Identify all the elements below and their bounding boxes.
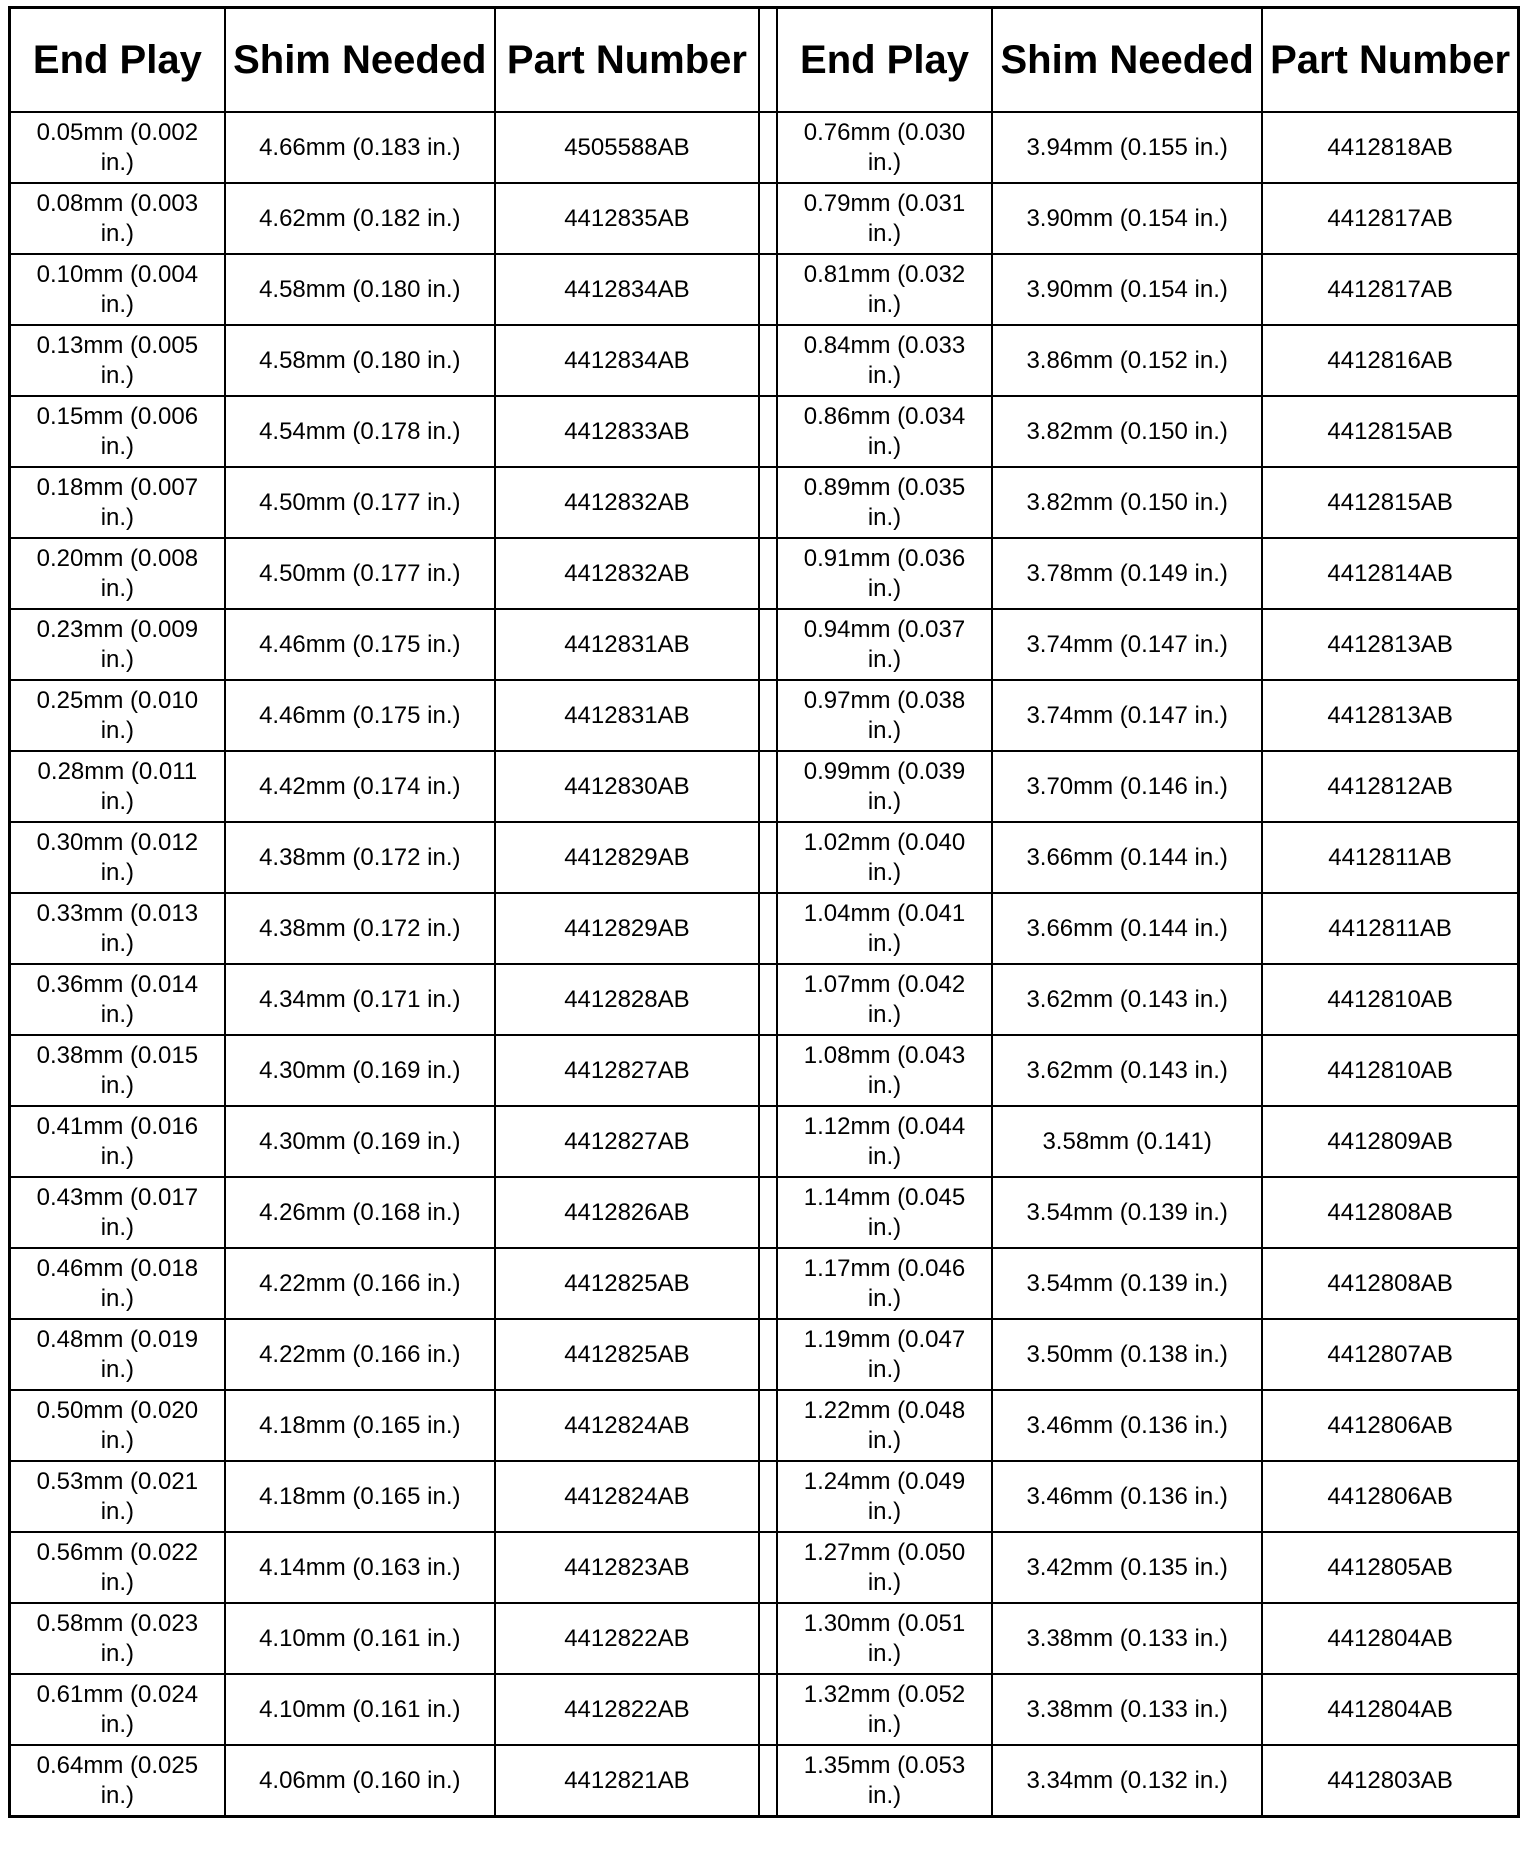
cell-part-number-right: 4412809AB — [1262, 1106, 1518, 1177]
cell-part-number-left: 4412829AB — [495, 822, 759, 893]
table-row — [10, 1035, 1519, 1106]
cell-shim-needed-left: 4.22mm (0.166 in.) — [225, 1248, 495, 1319]
cell-end-play-left: 0.20mm (0.008 in.) — [10, 538, 225, 609]
cell-shim-needed-left: 4.14mm (0.163 in.) — [225, 1532, 495, 1603]
column-gap — [759, 467, 777, 538]
table-row — [10, 893, 1519, 964]
cell-shim-needed-left: 4.38mm (0.172 in.) — [225, 822, 495, 893]
cell-end-play-left: 0.05mm (0.002 in.) — [10, 112, 225, 183]
table-row — [10, 325, 1519, 396]
cell-end-play-left: 0.58mm (0.023 in.) — [10, 1603, 225, 1674]
cell-shim-needed-right: 3.94mm (0.155 in.) — [992, 112, 1262, 183]
cell-end-play-left: 0.13mm (0.005 in.) — [10, 325, 225, 396]
cell-end-play-left: 0.64mm (0.025 in.) — [10, 1745, 225, 1817]
cell-part-number-right: 4412810AB — [1262, 1035, 1518, 1106]
cell-shim-needed-left: 4.46mm (0.175 in.) — [225, 609, 495, 680]
cell-end-play-left: 0.53mm (0.021 in.) — [10, 1461, 225, 1532]
table-row — [10, 396, 1519, 467]
cell-end-play-right: 1.24mm (0.049 in.) — [777, 1461, 992, 1532]
cell-end-play-right: 1.22mm (0.048 in.) — [777, 1390, 992, 1461]
cell-shim-needed-right: 3.62mm (0.143 in.) — [992, 964, 1262, 1035]
cell-end-play-left: 0.15mm (0.006 in.) — [10, 396, 225, 467]
cell-part-number-left: 4412824AB — [495, 1390, 759, 1461]
cell-shim-needed-left: 4.46mm (0.175 in.) — [225, 680, 495, 751]
cell-end-play-left: 0.48mm (0.019 in.) — [10, 1319, 225, 1390]
cell-part-number-right: 4412803AB — [1262, 1745, 1518, 1817]
cell-shim-needed-right: 3.62mm (0.143 in.) — [992, 1035, 1262, 1106]
cell-part-number-left: 4412834AB — [495, 254, 759, 325]
cell-end-play-left: 0.08mm (0.003 in.) — [10, 183, 225, 254]
cell-shim-needed-right: 3.46mm (0.136 in.) — [992, 1461, 1262, 1532]
table-row — [10, 1532, 1519, 1603]
cell-end-play-right: 1.30mm (0.051 in.) — [777, 1603, 992, 1674]
column-gap — [759, 183, 777, 254]
cell-part-number-left: 4412831AB — [495, 609, 759, 680]
column-gap — [759, 1177, 777, 1248]
table-row — [10, 1674, 1519, 1745]
cell-shim-needed-left: 4.50mm (0.177 in.) — [225, 467, 495, 538]
cell-end-play-right: 1.12mm (0.044 in.) — [777, 1106, 992, 1177]
cell-end-play-right: 1.19mm (0.047 in.) — [777, 1319, 992, 1390]
table-row — [10, 538, 1519, 609]
cell-shim-needed-left: 4.38mm (0.172 in.) — [225, 893, 495, 964]
column-gap — [759, 1603, 777, 1674]
cell-part-number-left: 4412829AB — [495, 893, 759, 964]
table-row — [10, 467, 1519, 538]
cell-shim-needed-right: 3.78mm (0.149 in.) — [992, 538, 1262, 609]
cell-end-play-right: 1.02mm (0.040 in.) — [777, 822, 992, 893]
table-row — [10, 1248, 1519, 1319]
cell-shim-needed-right: 3.70mm (0.146 in.) — [992, 751, 1262, 822]
table-row — [10, 1390, 1519, 1461]
cell-end-play-right: 0.94mm (0.037 in.) — [777, 609, 992, 680]
cell-end-play-right: 1.32mm (0.052 in.) — [777, 1674, 992, 1745]
column-gap — [759, 1319, 777, 1390]
table-row — [10, 1461, 1519, 1532]
cell-part-number-right: 4412805AB — [1262, 1532, 1518, 1603]
cell-end-play-left: 0.50mm (0.020 in.) — [10, 1390, 225, 1461]
cell-part-number-right: 4412806AB — [1262, 1390, 1518, 1461]
cell-part-number-right: 4412804AB — [1262, 1674, 1518, 1745]
cell-end-play-right: 0.81mm (0.032 in.) — [777, 254, 992, 325]
cell-end-play-right: 0.99mm (0.039 in.) — [777, 751, 992, 822]
header-row — [10, 8, 1519, 113]
cell-part-number-right: 4412815AB — [1262, 467, 1518, 538]
cell-shim-needed-right: 3.66mm (0.144 in.) — [992, 822, 1262, 893]
cell-part-number-right: 4412818AB — [1262, 112, 1518, 183]
cell-part-number-left: 4412828AB — [495, 964, 759, 1035]
column-gap — [759, 1745, 777, 1817]
column-gap — [759, 1035, 777, 1106]
column-gap — [759, 751, 777, 822]
table-row — [10, 1177, 1519, 1248]
cell-shim-needed-left: 4.10mm (0.161 in.) — [225, 1603, 495, 1674]
table-body — [10, 112, 1519, 1817]
cell-part-number-left: 4412835AB — [495, 183, 759, 254]
cell-shim-needed-right: 3.74mm (0.147 in.) — [992, 609, 1262, 680]
cell-part-number-left: 4412834AB — [495, 325, 759, 396]
column-gap — [759, 893, 777, 964]
cell-part-number-left: 4412822AB — [495, 1674, 759, 1745]
cell-part-number-left: 4412821AB — [495, 1745, 759, 1817]
cell-end-play-right: 0.89mm (0.035 in.) — [777, 467, 992, 538]
cell-end-play-left: 0.23mm (0.009 in.) — [10, 609, 225, 680]
table-row — [10, 183, 1519, 254]
column-gap — [759, 1248, 777, 1319]
cell-shim-needed-right: 3.90mm (0.154 in.) — [992, 254, 1262, 325]
table-header — [10, 8, 1519, 113]
cell-shim-needed-left: 4.30mm (0.169 in.) — [225, 1106, 495, 1177]
cell-end-play-right: 0.76mm (0.030 in.) — [777, 112, 992, 183]
cell-part-number-left: 4412833AB — [495, 396, 759, 467]
table-row — [10, 822, 1519, 893]
cell-part-number-left: 4412827AB — [495, 1106, 759, 1177]
column-gap — [759, 1461, 777, 1532]
cell-part-number-left: 4412826AB — [495, 1177, 759, 1248]
cell-shim-needed-left: 4.18mm (0.165 in.) — [225, 1390, 495, 1461]
column-gap — [759, 1390, 777, 1461]
cell-shim-needed-left: 4.50mm (0.177 in.) — [225, 538, 495, 609]
cell-end-play-left: 0.36mm (0.014 in.) — [10, 964, 225, 1035]
cell-shim-needed-left: 4.54mm (0.178 in.) — [225, 396, 495, 467]
shim-table-sheet — [8, 6, 1520, 1818]
cell-end-play-left: 0.25mm (0.010 in.) — [10, 680, 225, 751]
column-gap — [759, 1532, 777, 1603]
column-gap — [759, 254, 777, 325]
cell-end-play-left: 0.61mm (0.024 in.) — [10, 1674, 225, 1745]
cell-shim-needed-left: 4.22mm (0.166 in.) — [225, 1319, 495, 1390]
table-row — [10, 680, 1519, 751]
cell-end-play-right: 1.27mm (0.050 in.) — [777, 1532, 992, 1603]
cell-shim-needed-left: 4.06mm (0.160 in.) — [225, 1745, 495, 1817]
cell-end-play-right: 1.14mm (0.045 in.) — [777, 1177, 992, 1248]
cell-shim-needed-left: 4.30mm (0.169 in.) — [225, 1035, 495, 1106]
cell-shim-needed-right: 3.46mm (0.136 in.) — [992, 1390, 1262, 1461]
cell-part-number-left: 4505588AB — [495, 112, 759, 183]
cell-part-number-right: 4412816AB — [1262, 325, 1518, 396]
cell-part-number-right: 4412806AB — [1262, 1461, 1518, 1532]
cell-shim-needed-right: 3.42mm (0.135 in.) — [992, 1532, 1262, 1603]
cell-part-number-right: 4412808AB — [1262, 1177, 1518, 1248]
cell-part-number-right: 4412808AB — [1262, 1248, 1518, 1319]
cell-end-play-right: 0.91mm (0.036 in.) — [777, 538, 992, 609]
cell-end-play-left: 0.33mm (0.013 in.) — [10, 893, 225, 964]
column-gap — [759, 1106, 777, 1177]
cell-end-play-left: 0.30mm (0.012 in.) — [10, 822, 225, 893]
cell-end-play-left: 0.46mm (0.018 in.) — [10, 1248, 225, 1319]
cell-part-number-right: 4412804AB — [1262, 1603, 1518, 1674]
column-gap — [759, 8, 777, 113]
cell-end-play-left: 0.18mm (0.007 in.) — [10, 467, 225, 538]
cell-part-number-right: 4412817AB — [1262, 183, 1518, 254]
table-row — [10, 112, 1519, 183]
cell-part-number-right: 4412813AB — [1262, 680, 1518, 751]
cell-shim-needed-right: 3.82mm (0.150 in.) — [992, 467, 1262, 538]
cell-end-play-right: 0.97mm (0.038 in.) — [777, 680, 992, 751]
cell-end-play-left: 0.56mm (0.022 in.) — [10, 1532, 225, 1603]
cell-shim-needed-right: 3.38mm (0.133 in.) — [992, 1603, 1262, 1674]
cell-end-play-right: 1.08mm (0.043 in.) — [777, 1035, 992, 1106]
cell-shim-needed-right: 3.90mm (0.154 in.) — [992, 183, 1262, 254]
column-gap — [759, 1674, 777, 1745]
cell-part-number-right: 4412813AB — [1262, 609, 1518, 680]
cell-part-number-left: 4412825AB — [495, 1248, 759, 1319]
cell-shim-needed-right: 3.74mm (0.147 in.) — [992, 680, 1262, 751]
header-part-number-right: Part Number — [1262, 8, 1518, 113]
cell-shim-needed-right: 3.86mm (0.152 in.) — [992, 325, 1262, 396]
cell-end-play-right: 1.04mm (0.041 in.) — [777, 893, 992, 964]
cell-shim-needed-left: 4.26mm (0.168 in.) — [225, 1177, 495, 1248]
table-row — [10, 609, 1519, 680]
cell-part-number-left: 4412831AB — [495, 680, 759, 751]
cell-part-number-right: 4412811AB — [1262, 893, 1518, 964]
cell-part-number-right: 4412814AB — [1262, 538, 1518, 609]
cell-part-number-left: 4412823AB — [495, 1532, 759, 1603]
table-row — [10, 254, 1519, 325]
cell-shim-needed-left: 4.18mm (0.165 in.) — [225, 1461, 495, 1532]
header-shim-needed-left: Shim Needed — [225, 8, 495, 113]
shim-selection-table — [8, 6, 1520, 1818]
table-row — [10, 1319, 1519, 1390]
cell-part-number-left: 4412832AB — [495, 467, 759, 538]
cell-part-number-left: 4412825AB — [495, 1319, 759, 1390]
cell-end-play-left: 0.41mm (0.016 in.) — [10, 1106, 225, 1177]
cell-end-play-right: 0.84mm (0.033 in.) — [777, 325, 992, 396]
column-gap — [759, 112, 777, 183]
cell-shim-needed-left: 4.10mm (0.161 in.) — [225, 1674, 495, 1745]
cell-part-number-left: 4412822AB — [495, 1603, 759, 1674]
cell-part-number-left: 4412832AB — [495, 538, 759, 609]
table-row — [10, 964, 1519, 1035]
cell-shim-needed-right: 3.34mm (0.132 in.) — [992, 1745, 1262, 1817]
cell-part-number-right: 4412807AB — [1262, 1319, 1518, 1390]
cell-shim-needed-right: 3.82mm (0.150 in.) — [992, 396, 1262, 467]
cell-part-number-left: 4412824AB — [495, 1461, 759, 1532]
table-row — [10, 1745, 1519, 1817]
cell-part-number-right: 4412815AB — [1262, 396, 1518, 467]
header-end-play-right: End Play — [777, 8, 992, 113]
column-gap — [759, 325, 777, 396]
column-gap — [759, 822, 777, 893]
cell-shim-needed-right: 3.66mm (0.144 in.) — [992, 893, 1262, 964]
cell-shim-needed-left: 4.42mm (0.174 in.) — [225, 751, 495, 822]
cell-shim-needed-right: 3.50mm (0.138 in.) — [992, 1319, 1262, 1390]
header-part-number-left: Part Number — [495, 8, 759, 113]
cell-shim-needed-right: 3.54mm (0.139 in.) — [992, 1248, 1262, 1319]
cell-shim-needed-left: 4.58mm (0.180 in.) — [225, 254, 495, 325]
cell-end-play-right: 0.86mm (0.034 in.) — [777, 396, 992, 467]
table-row — [10, 751, 1519, 822]
column-gap — [759, 396, 777, 467]
cell-end-play-right: 1.07mm (0.042 in.) — [777, 964, 992, 1035]
cell-end-play-right: 1.17mm (0.046 in.) — [777, 1248, 992, 1319]
table-row — [10, 1603, 1519, 1674]
cell-part-number-right: 4412817AB — [1262, 254, 1518, 325]
cell-shim-needed-right: 3.38mm (0.133 in.) — [992, 1674, 1262, 1745]
column-gap — [759, 609, 777, 680]
table-row — [10, 1106, 1519, 1177]
column-gap — [759, 964, 777, 1035]
cell-part-number-right: 4412810AB — [1262, 964, 1518, 1035]
cell-shim-needed-right: 3.58mm (0.141) — [992, 1106, 1262, 1177]
cell-end-play-left: 0.10mm (0.004 in.) — [10, 254, 225, 325]
header-end-play-left: End Play — [10, 8, 225, 113]
cell-end-play-left: 0.43mm (0.017 in.) — [10, 1177, 225, 1248]
cell-part-number-right: 4412811AB — [1262, 822, 1518, 893]
cell-part-number-left: 4412830AB — [495, 751, 759, 822]
cell-shim-needed-right: 3.54mm (0.139 in.) — [992, 1177, 1262, 1248]
cell-end-play-left: 0.28mm (0.011 in.) — [10, 751, 225, 822]
cell-part-number-left: 4412827AB — [495, 1035, 759, 1106]
cell-end-play-right: 0.79mm (0.031 in.) — [777, 183, 992, 254]
cell-part-number-right: 4412812AB — [1262, 751, 1518, 822]
cell-shim-needed-left: 4.66mm (0.183 in.) — [225, 112, 495, 183]
column-gap — [759, 538, 777, 609]
cell-end-play-right: 1.35mm (0.053 in.) — [777, 1745, 992, 1817]
header-shim-needed-right: Shim Needed — [992, 8, 1262, 113]
cell-shim-needed-left: 4.34mm (0.171 in.) — [225, 964, 495, 1035]
cell-shim-needed-left: 4.62mm (0.182 in.) — [225, 183, 495, 254]
column-gap — [759, 680, 777, 751]
cell-end-play-left: 0.38mm (0.015 in.) — [10, 1035, 225, 1106]
cell-shim-needed-left: 4.58mm (0.180 in.) — [225, 325, 495, 396]
